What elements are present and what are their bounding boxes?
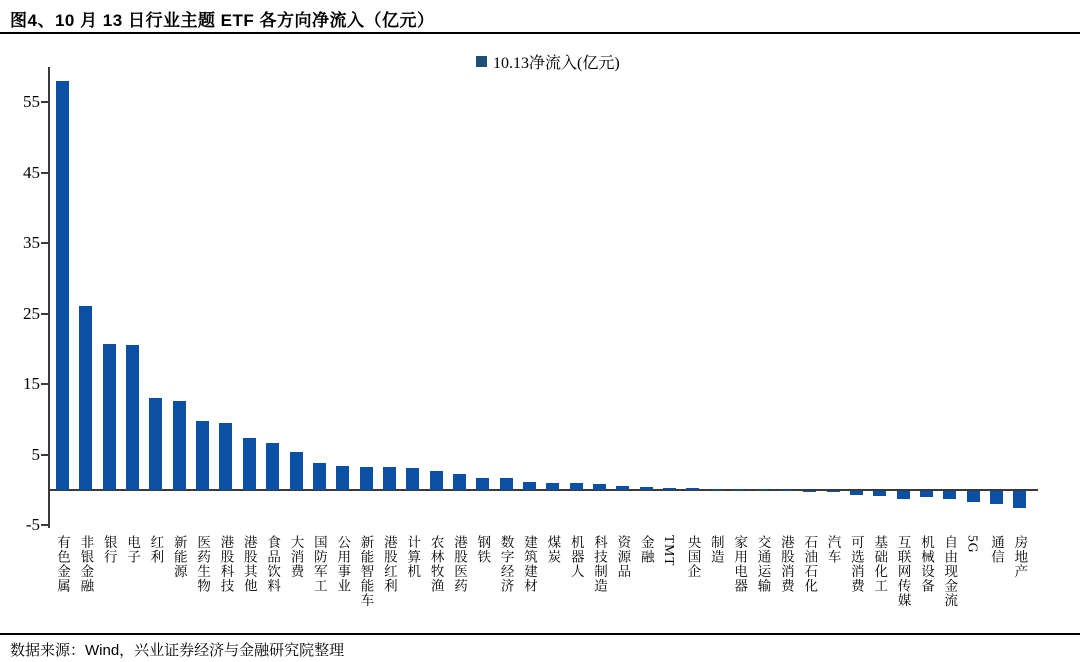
- bar: [219, 423, 232, 490]
- x-category-label: 房地产: [1012, 535, 1028, 579]
- x-category-label: 港股其他: [241, 535, 257, 593]
- bar: [56, 81, 69, 490]
- x-category-label: 公用事业: [335, 535, 351, 593]
- bar: [500, 478, 513, 489]
- bar: [943, 491, 956, 499]
- bar: [430, 471, 443, 490]
- x-category-label: TMT: [662, 535, 678, 567]
- y-axis-tick: [41, 313, 48, 315]
- y-axis-tick: [41, 172, 48, 174]
- x-category-label: 可选消费: [848, 535, 864, 593]
- bar: [827, 491, 840, 492]
- x-category-label: 制造: [708, 535, 724, 564]
- bar: [126, 345, 139, 490]
- bar: [196, 421, 209, 489]
- bar: [336, 466, 349, 490]
- bar: [593, 484, 606, 490]
- bar: [897, 491, 910, 499]
- bar: [79, 306, 92, 490]
- x-category-label: 国防军工: [311, 535, 327, 593]
- x-category-label: 基础化工: [872, 535, 888, 593]
- bar: [360, 467, 373, 490]
- bar: [173, 401, 186, 490]
- bar: [663, 488, 676, 490]
- x-category-label: 有色金属: [55, 535, 70, 593]
- x-category-label: 科技制造: [592, 535, 608, 593]
- bar: [1013, 491, 1026, 508]
- x-category-label: 医药生物: [195, 535, 211, 593]
- x-category-label: 煤炭: [545, 535, 561, 564]
- x-category-label: 央国企: [685, 535, 701, 579]
- y-tick-label: 25: [23, 303, 40, 323]
- x-category-label: 港股消费: [778, 535, 794, 593]
- legend-swatch-icon: [476, 56, 487, 67]
- footer-divider: [0, 633, 1080, 635]
- bar: [990, 491, 1003, 504]
- x-category-label: 自由现金流: [942, 535, 958, 608]
- y-axis-tick: [41, 524, 48, 526]
- figure-title: 图4、10 月 13 日行业主题 ETF 各方向净流入（亿元）: [10, 11, 435, 30]
- bar: [149, 398, 162, 490]
- legend-label: 10.13净流入(亿元): [493, 54, 620, 72]
- bar: [476, 478, 489, 489]
- x-category-label: 银行: [101, 535, 117, 564]
- x-category-label: 电子: [125, 535, 141, 564]
- y-tick-label: -5: [25, 515, 40, 534]
- x-category-label: 建筑建材: [522, 535, 537, 593]
- bar: [453, 474, 466, 490]
- bar: [967, 491, 980, 502]
- x-category-label: 计算机: [405, 535, 421, 579]
- x-category-label: 新能源: [171, 535, 187, 579]
- y-tick-label: 35: [23, 233, 40, 253]
- y-axis-line: [48, 67, 50, 528]
- x-category-label: 大消费: [288, 535, 304, 579]
- bar: [873, 491, 886, 496]
- bar: [616, 486, 629, 490]
- x-category-label: 通信: [989, 535, 1004, 564]
- x-category-label: 石油石化: [802, 535, 818, 593]
- bar: [266, 443, 279, 490]
- x-category-label: 新能智能车: [358, 535, 374, 608]
- x-category-label: 钢铁: [475, 535, 491, 564]
- y-axis-tick: [41, 101, 48, 103]
- y-axis-tick: [41, 454, 48, 456]
- title-divider: [0, 32, 1080, 34]
- x-category-label: 港股科技: [218, 535, 234, 593]
- y-tick-label: 5: [31, 444, 40, 464]
- x-category-label: 金融: [638, 535, 654, 564]
- bar: [383, 467, 396, 490]
- x-category-label: 农林牧渔: [428, 535, 444, 593]
- bar: [640, 487, 653, 490]
- bar: [523, 482, 536, 490]
- x-category-label: 资源品: [615, 535, 631, 579]
- y-axis-tick: [41, 383, 48, 385]
- bar: [313, 463, 326, 490]
- bar: [850, 491, 863, 496]
- y-axis-tick: [41, 242, 48, 244]
- bar: [546, 483, 559, 490]
- bar: [406, 468, 419, 490]
- x-category-label: 交通运输: [755, 535, 771, 593]
- x-category-label: 港股红利: [381, 535, 397, 593]
- x-category-label: 机器人: [568, 535, 584, 579]
- bar: [290, 452, 303, 490]
- x-category-label: 家用电器: [732, 535, 748, 593]
- bar: [920, 491, 933, 497]
- y-tick-label: 45: [23, 162, 40, 182]
- bar: [710, 489, 723, 490]
- data-source: 数据来源：Wind，兴业证券经济与金融研究院整理: [10, 642, 345, 659]
- x-category-label: 数字经济: [498, 535, 514, 593]
- y-tick-label: 55: [23, 92, 40, 112]
- bar: [103, 344, 116, 490]
- bar-chart: [23, 67, 1038, 608]
- x-category-label: 港股医药: [451, 535, 467, 593]
- bar: [570, 483, 583, 489]
- x-category-label: 机械设备: [918, 535, 934, 593]
- x-category-label: 5G: [965, 535, 981, 554]
- x-category-label: 互联网传媒: [895, 535, 911, 608]
- x-category-label: 非银金融: [78, 535, 94, 593]
- x-category-label: 红利: [148, 535, 164, 564]
- bar: [686, 488, 699, 489]
- x-category-label: 食品饮料: [265, 535, 281, 593]
- y-tick-label: 15: [23, 374, 40, 394]
- bar: [243, 438, 256, 490]
- x-category-label: 汽车: [825, 535, 841, 564]
